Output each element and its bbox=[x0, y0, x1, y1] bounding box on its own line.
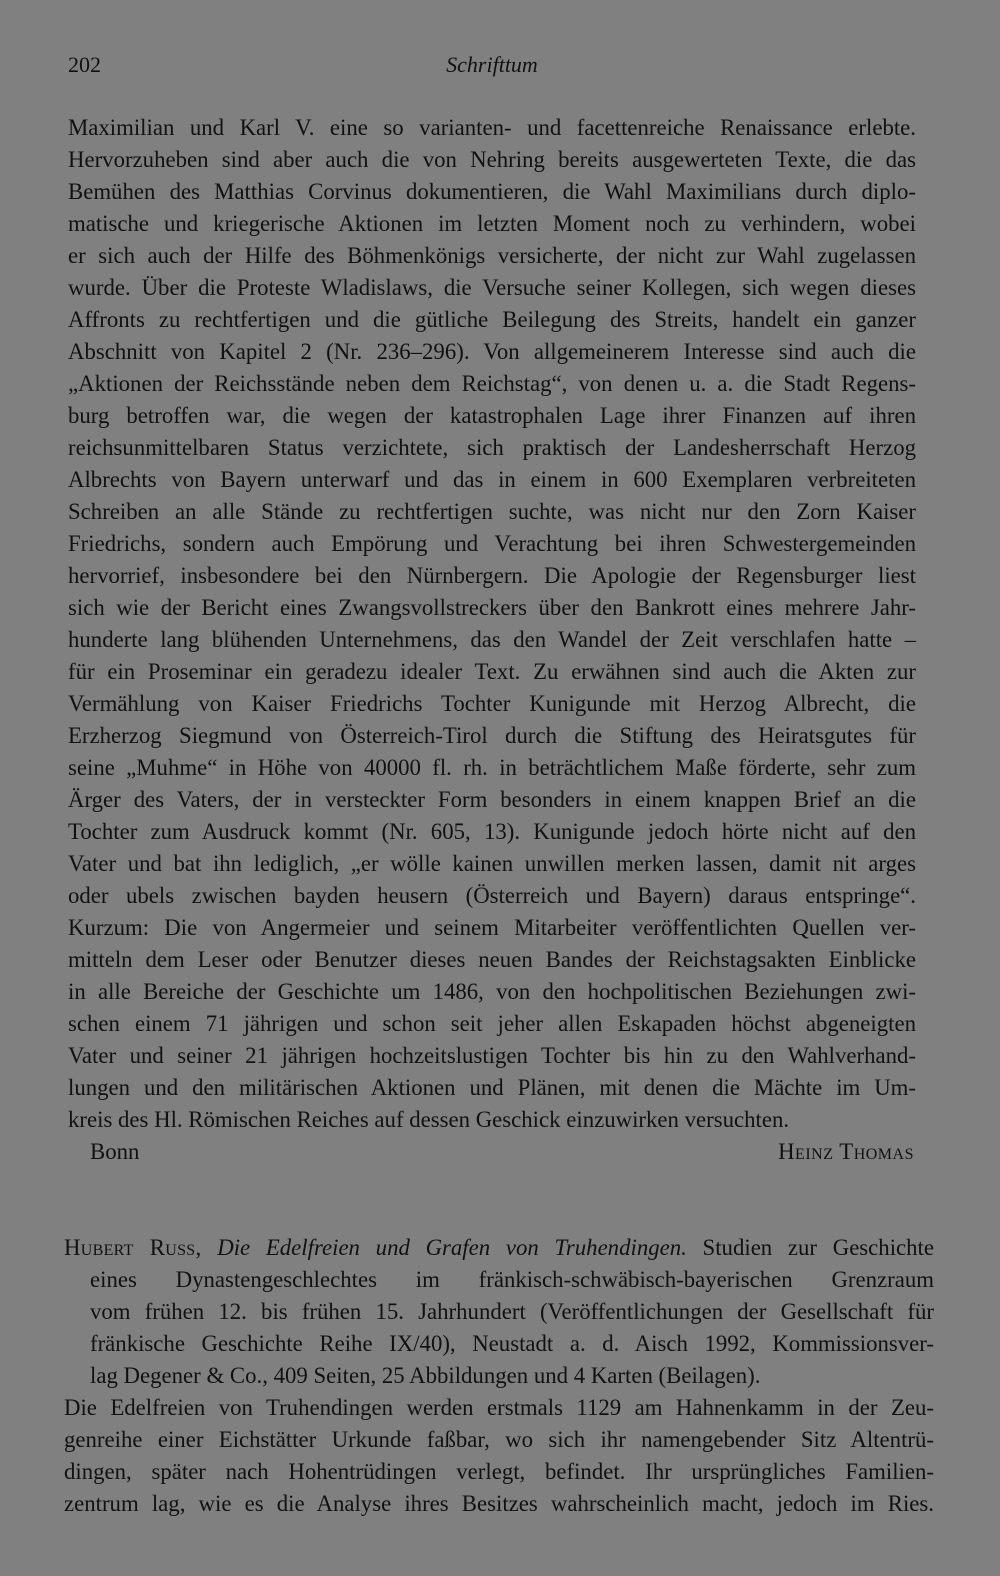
text-line: „Aktionen der Reichsstände neben dem Reichstag“, von denen u. a. die Stadt Regens- bbox=[68, 371, 916, 396]
citation-line: eines Dynastengeschlechtes im fränkisch-schwäbisch-bayerischen Grenzraum bbox=[90, 1267, 934, 1292]
text-line: wurde. Über die Proteste Wladislaws, die Versuche seiner Kollegen, sich wegen dieses bbox=[68, 275, 916, 300]
text-line: Vater und bat ihn lediglich, „er wölle kainen unwillen merken lassen, damit nit arges bbox=[68, 851, 916, 876]
text-line: lungen und den militärischen Aktionen und Plänen, mit denen die Mächte im Um- bbox=[68, 1075, 916, 1100]
text-line: für ein Proseminar ein geradezu idealer Text. Zu erwähnen sind auch die Akten zur bbox=[68, 659, 916, 684]
signature-author: Heinz Thomas bbox=[778, 1139, 914, 1164]
citation-line: lag Degener & Co., 409 Seiten, 25 Abbildungen und 4 Karten (Beilagen). bbox=[90, 1363, 761, 1388]
text-line: schen einem 71 jährigen und schon seit jeher allen Eskapaden höchst abgeneigten bbox=[68, 1011, 916, 1036]
text-line: genreihe einer Eichstätter Urkunde faßbar, wo sich ihr namengebender Sitz Altentrü- bbox=[64, 1427, 934, 1452]
text-line: Die Edelfreien von Truhendingen werden erstmals 1129 am Hahnenkamm in der Zeu- bbox=[64, 1395, 934, 1420]
text-line: hervorrief, insbesondere bei den Nürnbergern. Die Apologie der Regensburger liest bbox=[68, 563, 916, 588]
page-header bbox=[68, 52, 916, 86]
text-line: Friedrichs, sondern auch Empörung und Verachtung bei ihren Schwestergemeinden bbox=[68, 531, 916, 556]
text-line: Maximilian und Karl V. eine so varianten- und facettenreiche Renaissance erlebte. bbox=[68, 115, 916, 140]
signature-place: Bonn bbox=[90, 1139, 140, 1164]
citation-first-line bbox=[64, 1232, 934, 1264]
text-line: Vermählung von Kaiser Friedrichs Tochter Kunigunde mit Herzog Albrecht, die bbox=[68, 691, 916, 716]
text-line: zentrum lag, wie es die Analyse ihres Besitzes wahrscheinlich macht, jedoch im Ries. bbox=[64, 1491, 934, 1516]
text-line: dingen, später nach Hohentrüdingen verlegt, befindet. Ihr ursprüngliches Familien- bbox=[64, 1459, 934, 1484]
text-line: burg betroffen war, die wegen der katastrophalen Lage ihrer Finanzen auf ihren bbox=[68, 403, 916, 428]
text-line: sich wie der Bericht eines Zwangsvollstreckers über den Bankrott eines mehrere Jahr- bbox=[68, 595, 916, 620]
reviewed-subtitle: Studien zur Geschichte bbox=[702, 1235, 934, 1260]
text-line: Schreiben an alle Stände zu rechtfertigen suchte, was nicht nur den Zorn Kaiser bbox=[68, 499, 916, 524]
text-line: Tochter zum Ausdruck kommt (Nr. 605, 13). Kunigunde jedoch hörte nicht auf den bbox=[68, 819, 916, 844]
text-line: Erzherzog Siegmund von Österreich-Tirol durch die Stiftung des Heiratsgutes für bbox=[68, 723, 916, 748]
text-line: Albrechts von Bayern unterwarf und das in einem in 600 Exemplaren verbreiteten bbox=[68, 467, 916, 492]
reviewed-author: Hubert Russ, bbox=[64, 1235, 202, 1260]
text-line: Abschnitt von Kapitel 2 (Nr. 236–296). Von allgemeinerem Interesse sind auch die bbox=[68, 339, 916, 364]
citation-line: vom frühen 12. bis frühen 15. Jahrhundert (Veröffentlichungen der Gesellschaft für bbox=[90, 1299, 934, 1324]
text-line: in alle Bereiche der Geschichte um 1486, von den hochpolitischen Beziehungen zwi- bbox=[68, 979, 916, 1004]
text-line: Ärger des Vaters, der in versteckter Form besonders in einem knappen Brief an die bbox=[68, 787, 916, 812]
reviewed-title: Die Edelfreien und Grafen von Truhendingen. bbox=[217, 1235, 687, 1260]
page-number: 202 bbox=[68, 52, 101, 77]
running-title: Schrifttum bbox=[446, 52, 538, 77]
citation-line: fränkische Geschichte Reihe IX/40), Neustadt a. d. Aisch 1992, Kommissionsver- bbox=[90, 1331, 934, 1356]
text-line: reichsunmittelbaren Status verzichtete, sich praktisch der Landesherrschaft Herzog bbox=[68, 435, 916, 460]
text-line: mitteln dem Leser oder Benutzer dieses neuen Bandes der Reichstagsakten Einblicke bbox=[68, 947, 916, 972]
text-line: seine „Muhme“ in Höhe von 40000 fl. rh. in beträchtlichem Maße förderte, sehr zum bbox=[68, 755, 916, 780]
text-line: kreis des Hl. Römischen Reiches auf dessen Geschick einzuwirken versuchten. bbox=[68, 1107, 790, 1132]
text-line: Hervorzuheben sind aber auch die von Nehring bereits ausgewerteten Texte, die das bbox=[68, 147, 916, 172]
text-line: er sich auch der Hilfe des Böhmenkönigs versicherte, der nicht zur Wahl zugelassen bbox=[68, 243, 916, 268]
text-line: Vater und seiner 21 jährigen hochzeitslustigen Tochter bis hin zu den Wahlverhand- bbox=[68, 1043, 916, 1068]
text-line: Affronts zu rechtfertigen und die gütliche Beilegung des Streits, handelt ein ganzer bbox=[68, 307, 916, 332]
text-line: Kurzum: Die von Angermeier und seinem Mitarbeiter veröffentlichten Quellen ver- bbox=[68, 915, 916, 940]
text-line: matische und kriegerische Aktionen im letzten Moment noch zu verhindern, wobei bbox=[68, 211, 916, 236]
text-line: hunderte lang blühenden Unternehmens, das den Wandel der Zeit verschlafen hatte – bbox=[68, 627, 916, 652]
text-line: Bemühen des Matthias Corvinus dokumentieren, die Wahl Maximilians durch diplo- bbox=[68, 179, 916, 204]
text-line: oder ubels zwischen bayden heusern (Österreich und Bayern) daraus entspringe“. bbox=[68, 883, 916, 908]
